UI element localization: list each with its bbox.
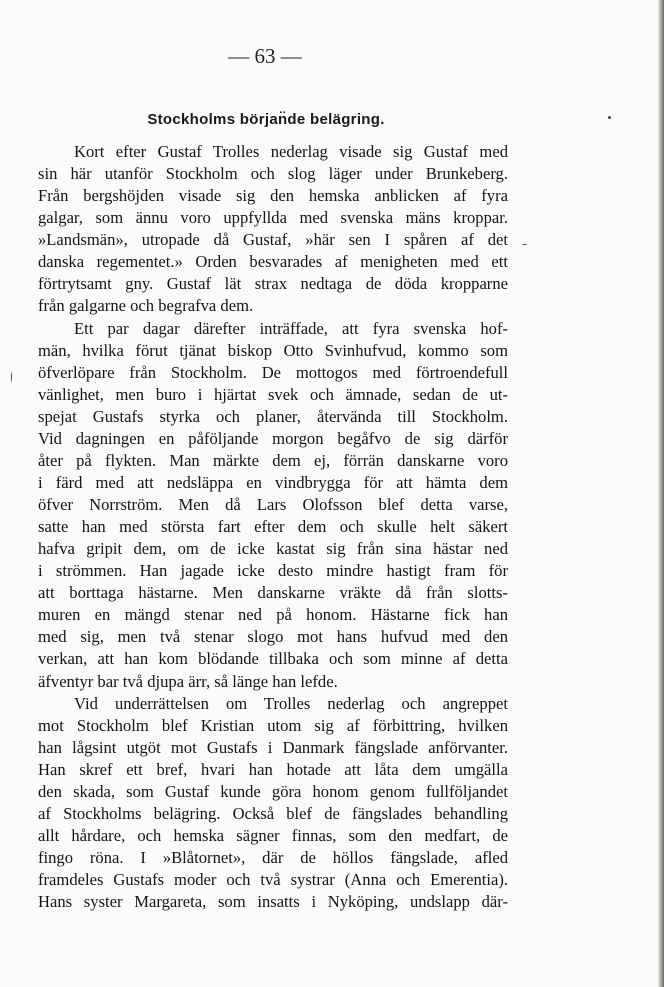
- scan-speck: [11, 372, 12, 382]
- text-line: spejat Gustafs styrka och planer, återvända till Stockholm.: [38, 406, 508, 426]
- text-line: Ett par dagar därefter inträffade, att fyra svenska hof-: [74, 318, 508, 338]
- text-line: muren en mängd stenar ned på honom. Hästarne fick han: [38, 605, 508, 625]
- text-line: i strömmen. Han jagade icke desto mindre hastigt fram för: [38, 561, 508, 581]
- text-line: Hans syster Margareta, som insatts i Nyköping, undslapp där-: [38, 892, 508, 912]
- page-number: — 63 —: [228, 44, 302, 68]
- chapter-title: Stockholms början̈de belägring.: [147, 111, 385, 128]
- scan-speck: [522, 244, 527, 245]
- text-line: Vid underrättelsen om Trolles nederlag och angreppet: [74, 693, 508, 713]
- scan-speck: [608, 116, 611, 119]
- text-line: danska regementet.» Orden besvarades af menigheten med ett: [38, 252, 508, 272]
- text-line: »Landsmän», utropade då Gustaf, »här sen I spåren af det: [38, 230, 508, 250]
- text-line: män, hvilka förut tjänat biskop Otto Svinhufvud, kommo som: [38, 340, 508, 360]
- text-line: vänlighet, men buro i hjärtat svek och ämnade, sedan de ut-: [38, 384, 508, 404]
- text-line: sin här utanför Stockholm och slog läger under Brunkeberg.: [38, 164, 508, 184]
- text-line: Kort efter Gustaf Trolles nederlag visade sig Gustaf med: [74, 142, 508, 161]
- text-line: allt hårdare, och hemska sägner finnas, som den medfart, de: [38, 825, 508, 845]
- page-edge-shadow: [658, 0, 664, 987]
- text-line: hafva gripit dem, om de icke kastat sig från sina hästar ned: [38, 539, 508, 559]
- text-line: äfventyr bar två djupa ärr, så länge han lefde.: [38, 671, 338, 691]
- text-line: öfverlöpare från Stockholm. De mottogos med förtroendefull: [38, 362, 508, 382]
- text-line: satte han med största fart efter dem och skulle helt säkert: [38, 517, 508, 537]
- text-line: åter på flykten. Man märkte dem ej, förrän danskarne voro: [38, 450, 508, 470]
- text-line: i färd med att nedsläppa en vindbrygga för att hämta dem: [38, 472, 508, 492]
- text-line: öfver Norrström. Men då Lars Olofsson blef detta varse,: [38, 495, 508, 514]
- text-line: att borttaga hästarne. Men danskarne vräkte då från slotts-: [38, 583, 508, 603]
- text-line: Vid dagningen en påföljande morgon begåfvo de sig därför: [38, 428, 508, 448]
- text-line: mot Stockholm blef Kristian utom sig af förbittring, hvilken: [38, 715, 508, 735]
- text-line: galgar, som ännu voro uppfyllda med svenska mäns kroppar.: [38, 208, 508, 228]
- text-line: framdeles Gustafs moder och två systrar (Anna och Emerentia).: [38, 870, 508, 890]
- text-line: den skada, som Gustaf kunde göra honom genom fullföljandet: [38, 781, 508, 801]
- text-line: från galgarne och begrafva dem.: [38, 296, 254, 316]
- text-line: förtrytsamt gny. Gustaf lät strax nedtaga de döda kropparne: [38, 274, 508, 294]
- text-line: af Stockholms belägring. Också blef de fängslades behandling: [38, 803, 508, 823]
- text-line: verkan, att han kom blödande tillbaka och som minne af detta: [38, 649, 508, 669]
- text-line: Han skref ett bref, hvari han hotade att låta dem umgälla: [38, 759, 508, 779]
- text-line: med sig, men två stenar slogo mot hans hufvud med den: [38, 627, 508, 647]
- body-text: [38, 141, 508, 913]
- text-line: han lågsint utgöt mot Gustafs i Danmark fängslade anförvanter.: [38, 737, 508, 757]
- text-line: Från bergshöjden visade sig den hemska anblicken af fyra: [38, 186, 508, 206]
- text-line: fingo röna. I »Blåtornet», där de höllos fängslade, afled: [38, 848, 508, 867]
